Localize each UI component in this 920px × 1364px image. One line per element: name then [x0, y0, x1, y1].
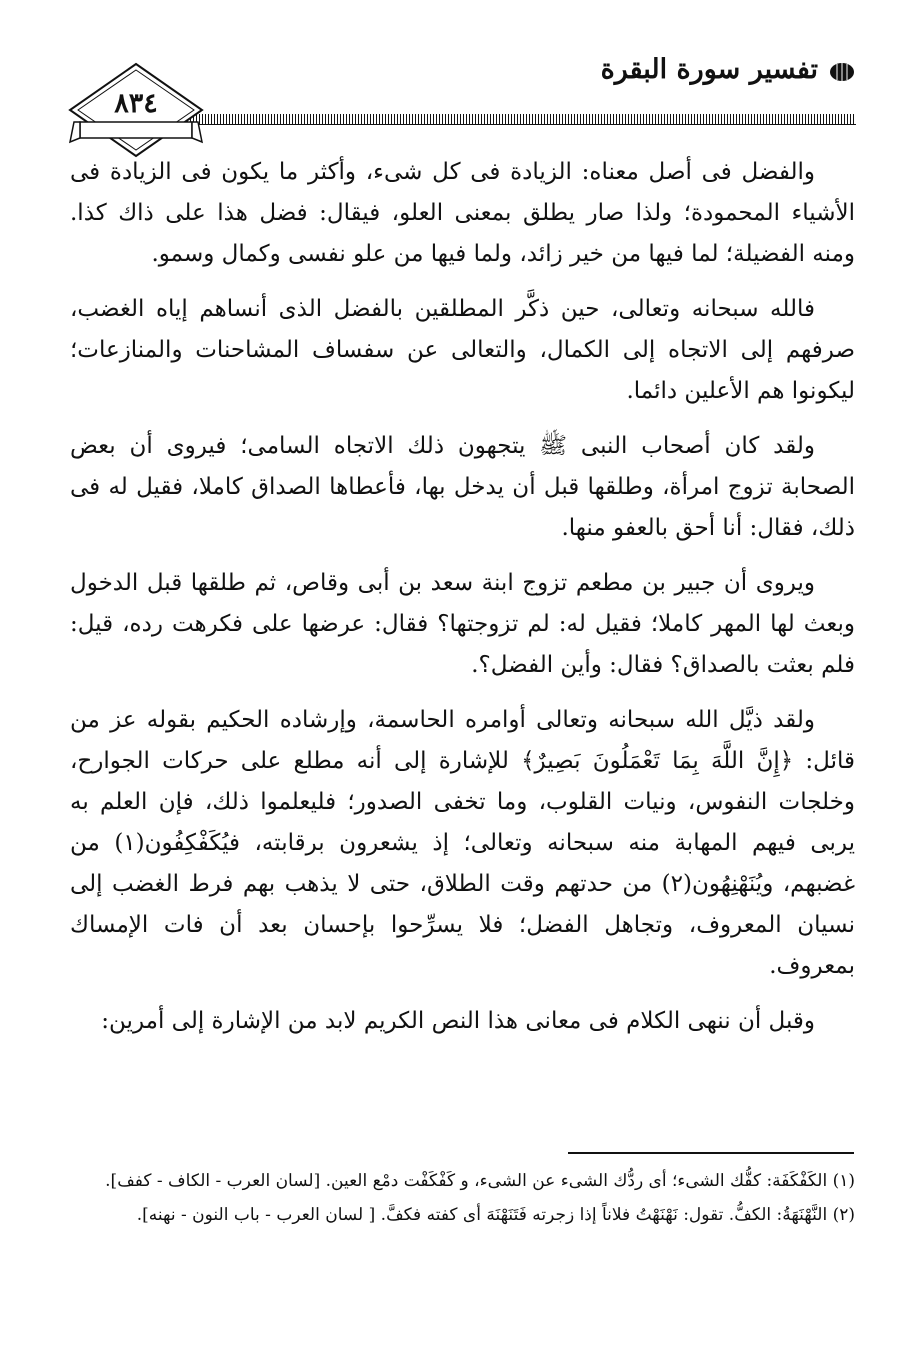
footnote-separator: [568, 1152, 854, 1154]
footnote: (١) الكَفْكَفَة: كفُّك الشىء؛ أى ردُّك الشىء عن الشىء، و كَفْكَفْت دمْع العين. [لسان العرب - الكاف - كفف].: [105, 1171, 855, 1191]
paragraph: والفضل فى أصل معناه: الزيادة فى كل شىء، وأكثر ما يكون فى الزيادة فى الأشياء المحمودة؛ ولذا صار يطلق بمعنى العلو، فيقال: فضل هذا على ذاك كذا. ومنه الفضيلة؛ لما فيها من خير زائد، ولما فيها من علو نفسى وكمال وسمو.: [70, 159, 855, 267]
header-rule: [181, 114, 856, 125]
running-title-text: تفسير سورة البقرة: [600, 54, 818, 85]
footnote: (٢) النَّهْنَهَةُ: الكفُّ. تقول: نَهْنَهْتُ فلاناً إذا زجرته فَتَنَهْنَهَ أى كفته فكفَّ. [ لسان العرب - باب النون - نهنه].: [136, 1205, 855, 1225]
page-number-badge: [66, 60, 206, 160]
paragraph: وقبل أن ننهى الكلام فى معانى هذا النص الكريم لابد من الإشارة إلى أمرين:: [101, 1008, 815, 1034]
main-text: [70, 152, 855, 1056]
paragraph: ولقد ذيَّل الله سبحانه وتعالى أوامره الحاسمة، وإرشاده الحكيم بقوله عز من قائل: ﴿إِنَّ اللَّهَ بِمَا تَعْمَلُونَ بَصِيرٌ﴾ للإشارة إلى أنه مطلع على حركات الجوارح، وخلجات النفوس، ونيات القلوب، وما تخفى الصدور؛ فليعلموا ذلك، فإن العلم به يربى فيهم المهابة منه سبحانه وتعالى؛ إذ يشعرون برقابته، فيُكَفْكِفُون(١) من غضبهم، ويُنَهْنِهُون(٢) من حدتهم وقت الطلاق، حتى لا يذهب بهم فرط الغضب إلى نسيان المعروف، وتجاهل الفضل؛ فلا يسرِّحوا بإحسان بعد أن فات الإمساك بمعروف.: [70, 707, 855, 979]
paragraph: فالله سبحانه وتعالى، حين ذكَّر المطلقين بالفضل الذى أنساهم إياه الغضب، صرفهم إلى الاتجاه إلى الكمال، والتعالى عن سفساف المشاحنات والمنازعات؛ ليكونوا هم الأعلين دائما.: [70, 296, 855, 404]
footnotes: [70, 1166, 855, 1234]
page-number: ٨٣٤: [114, 88, 158, 119]
running-title: [601, 54, 856, 85]
paragraph: ولقد كان أصحاب النبى ﷺ يتجهون ذلك الاتجاه السامى؛ فيروى أن بعض الصحابة تزوج امرأة، وطلقها قبل أن يدخل بها، فأعطاها الصداق كاملا، فقيل له فى ذلك، فقال: أنا أحق بالعفو منها.: [70, 433, 855, 541]
page-header: [66, 54, 856, 154]
ornament-icon: [828, 59, 856, 81]
paragraph: ويروى أن جبير بن مطعم تزوج ابنة سعد بن أبى وقاص، ثم طلقها قبل الدخول وبعث لها المهر كاملا؛ فقيل له: لم تزوجتها؟ فقال: عرضها على فكرهت رده، قيل: فلم بعثت بالصداق؟ فقال: وأين الفضل؟.: [70, 570, 855, 678]
